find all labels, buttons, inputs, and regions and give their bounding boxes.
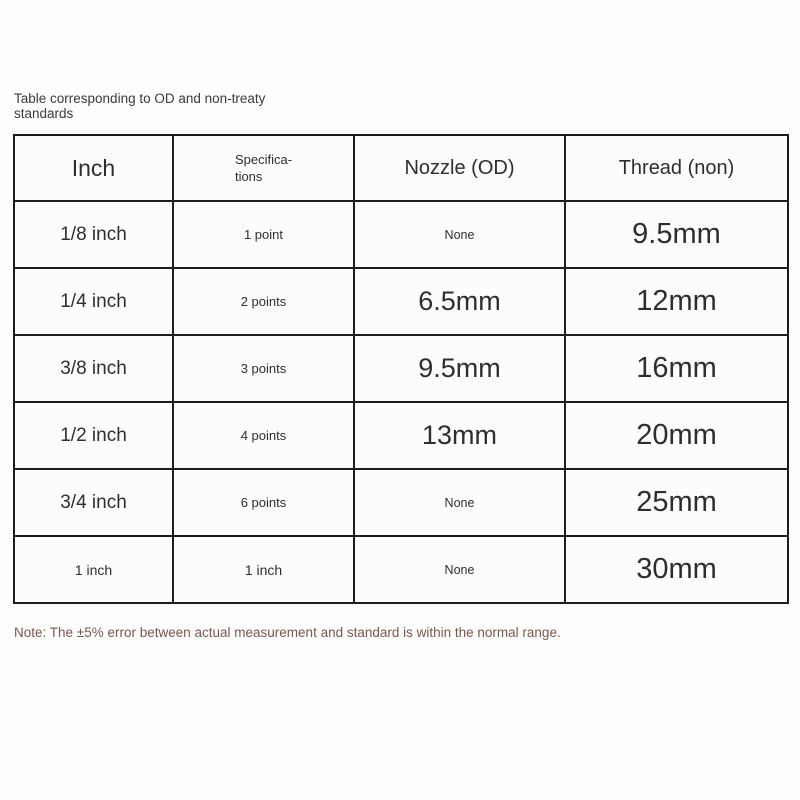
cell-spec: 1 point (173, 201, 354, 268)
page-title (14, 91, 265, 121)
table-row (14, 469, 788, 536)
table-row (14, 268, 788, 335)
cell-thread: 9.5mm (565, 201, 788, 268)
page-title-line2: standards (14, 106, 74, 121)
cell-spec: 2 points (173, 268, 354, 335)
cell-inch: 1/8 inch (14, 201, 173, 268)
cell-inch: 3/8 inch (14, 335, 173, 402)
cell-spec: 3 points (173, 335, 354, 402)
cell-spec: 4 points (173, 402, 354, 469)
page-title-line1: Table corresponding to OD and non-treaty (14, 91, 266, 106)
header-specifications-text (235, 151, 292, 185)
table-row (14, 536, 788, 603)
header-thread-non: Thread (non) (565, 135, 788, 201)
cell-nozzle: None (354, 201, 565, 268)
header-nozzle-od: Nozzle (OD) (354, 135, 565, 201)
table-header-row (14, 135, 788, 201)
cell-thread: 20mm (565, 402, 788, 469)
note-text: Note: The ±5% error between actual measurement and standard is within the normal range. (14, 625, 561, 640)
cell-nozzle: 9.5mm (354, 335, 565, 402)
table-row (14, 201, 788, 268)
cell-inch: 1/2 inch (14, 402, 173, 469)
header-specifications (173, 135, 354, 201)
cell-inch: 1/4 inch (14, 268, 173, 335)
cell-inch: 1 inch (14, 536, 173, 603)
cell-thread: 30mm (565, 536, 788, 603)
header-specifications-line2: tions (234, 168, 263, 184)
cell-thread: 25mm (565, 469, 788, 536)
cell-nozzle: None (354, 469, 565, 536)
cell-nozzle: 6.5mm (354, 268, 565, 335)
cell-spec: 1 inch (173, 536, 354, 603)
table-row (14, 402, 788, 469)
cell-thread: 12mm (565, 268, 788, 335)
spec-table (13, 134, 789, 604)
cell-inch: 3/4 inch (14, 469, 173, 536)
cell-thread: 16mm (565, 335, 788, 402)
cell-spec: 6 points (173, 469, 354, 536)
header-specifications-line1: Specifica- (234, 151, 293, 167)
cell-nozzle: 13mm (354, 402, 565, 469)
header-inch: Inch (14, 135, 173, 201)
table-row (14, 335, 788, 402)
cell-nozzle: None (354, 536, 565, 603)
